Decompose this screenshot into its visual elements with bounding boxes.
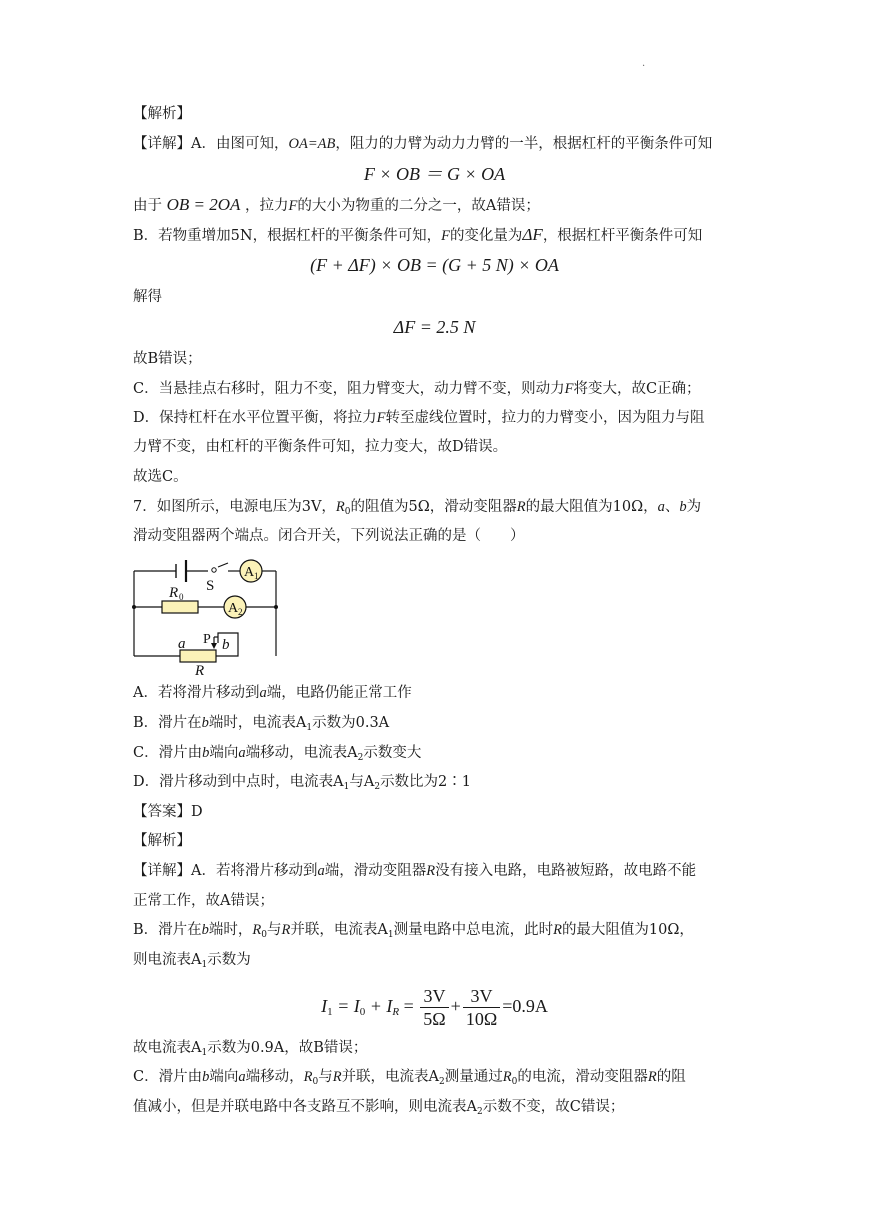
equation-2: (F + ΔF) × OB = (G + 5 N) × OA	[310, 255, 559, 275]
ammeter-2-label: A	[228, 601, 239, 616]
option-b: B．滑片在b端时，电流表$A_1$示数为0.3A	[133, 715, 390, 733]
answer-line: 【答案】D	[133, 804, 203, 820]
junction-left	[132, 605, 136, 609]
solve-label: 解得	[133, 289, 162, 305]
switch-label: S	[206, 578, 215, 594]
detail-line-c: C．当悬挂点右移时，阻力不变，阻力臂变大，动力臂不变，则动力F将变大，故C正确；	[133, 381, 701, 397]
slider-label: P	[203, 632, 211, 647]
solution-line-7: 值减小，但是并联电路中各支路互不影响，则电流表$A_2$示数不变，故C错误；	[133, 1099, 625, 1117]
solution-line-4: 则电流表$A_1$示数为	[133, 952, 251, 970]
ammeter-2-sub: 2	[238, 607, 243, 617]
ammeter-1-label: A	[244, 565, 255, 580]
solution-line-5: 故电流表$A_1$示数为0.9A，故B错误；	[133, 1040, 368, 1058]
slider-arrow-icon	[211, 643, 217, 649]
circuit-diagram	[128, 555, 288, 677]
r0-label: R	[169, 585, 179, 601]
solution-line-6: C．滑片由b端向a端移动，$R_0$与R并联，电流表$A_2$测量通过$R_0$的电流，滑动变阻器R的阻	[133, 1069, 686, 1087]
resistor-r0	[162, 601, 198, 613]
solution-line-1: 【详解】A．若将滑片移动到a端，滑动变阻器R没有接入电路，电路被短路，故电路不能	[133, 863, 697, 879]
equation-3: ΔF = 2.5 N	[393, 317, 476, 337]
fraction-1: $\frac{3V}{5\Omega}$	[420, 985, 448, 1030]
switch-blade	[218, 563, 228, 567]
end-b-label: b	[222, 637, 230, 653]
question-7-line-1: 7．如图所示，电源电压为3V，$R_0$的阻值为5Ω，滑动变阻器R的最大阻值为10Ω，a、b为	[133, 499, 702, 517]
r0-sub: 0	[179, 592, 184, 602]
rheostat-label: R	[195, 663, 205, 677]
end-a-label: a	[178, 636, 186, 652]
detail-line-d: D．保持杠杆在水平位置平衡，将拉力F转至虚线位置时，拉力的力臂变小，因为阻力与阻	[133, 410, 705, 426]
page-dot: .	[642, 58, 646, 69]
equation-1: F × OB ＝ G × OA	[363, 164, 506, 184]
detail-line-a: 【详解】A．由图可知，OA=AB，阻力的力臂为动力力臂的一半，根据杠杆的平衡条件可知	[133, 136, 713, 152]
choice-line: 故选C。	[133, 469, 188, 485]
junction-right	[274, 605, 278, 609]
solution-line-2: 正常工作，故A错误；	[133, 893, 274, 909]
detail-line-4: 由于 OB = 2OA ，拉力F的大小为物重的二分之一，故A错误；	[133, 195, 540, 214]
analysis-heading-2: 【解析】	[133, 833, 191, 849]
switch-contact	[212, 568, 216, 572]
solution-line-3: B．滑片在b端时，$R_0$与R并联，电流表$A_1$测量电路中总电流，此时R的最大阻值为10Ω，	[133, 922, 694, 940]
detail-line-12: 力臂不变，由杠杆的平衡条件可知，拉力变大，故D错误。	[133, 439, 508, 455]
option-c: C．滑片由b端向a端移动，电流表$A_2$示数变大	[133, 745, 422, 763]
question-7-line-2: 滑动变阻器两个端点。闭合开关，下列说法正确的是（ ）	[133, 528, 525, 544]
equation-4: $I_1 = I_0 + I_R$ = $\frac{3V}{5\Omega}$ + $\frac{3V}{10\Omega}$ =0.9A	[321, 986, 548, 1030]
analysis-heading: 【解析】	[133, 106, 191, 122]
option-a: A．若将滑片移动到a端，电路仍能正常工作	[133, 685, 412, 701]
option-d: D．滑片移动到中点时，电流表$A_1$与$A_2$示数比为2∶1	[133, 774, 472, 792]
detail-line-b: B．若物重增加5N，根据杠杆的平衡条件可知，F的变化量为ΔF，根据杠杆平衡条件可知	[133, 225, 703, 244]
detail-line-9: 故B错误；	[133, 351, 202, 367]
ammeter-1-sub: 1	[254, 571, 259, 581]
fraction-2: $\frac{3V}{10\Omega}$	[463, 985, 500, 1030]
